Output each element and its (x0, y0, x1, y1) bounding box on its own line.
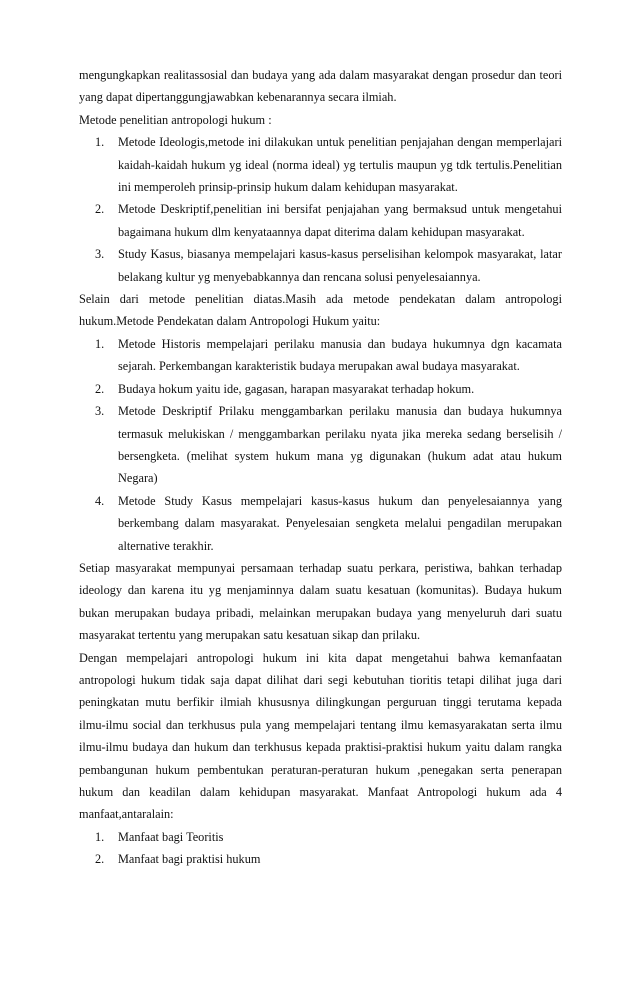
list-item-text: Metode Ideologis,metode ini dilakukan untuk penelitian penjajahan dengan memperlajari kaidah-kaidah hukum yg ideal (norma ideal) yg tertulis maupun yg tdk tertulis.Penelitian ini memperoleh prinsip-prinsip hukum dalam kehidupan masyarakat. (118, 135, 562, 195)
list-item (79, 333, 562, 378)
list-item-text: Manfaat bagi praktisi hukum (118, 852, 261, 867)
list-item (79, 848, 562, 870)
list-item (79, 378, 562, 400)
list-item-text: Metode Study Kasus mempelajari kasus-kasus hukum dan penyelesaiannya yang berkembang dalam masyarakat. Penyelesaian sengketa melalui pengadilan merupakan alternative terakhir. (118, 493, 562, 553)
paragraph: Metode penelitian antropologi hukum : (79, 112, 272, 127)
list-item (79, 243, 562, 288)
list-item (79, 400, 562, 490)
paragraph: Selain dari metode penelitian diatas.Masih ada metode pendekatan dalam antropologi hukum.Metode Pendekatan dalam Antropologi Hukum yaitu: (79, 292, 562, 329)
list-item-number: 4. (95, 493, 105, 508)
list-item-text: Budaya hokum yaitu ide, gagasan, harapan masyarakat terhadap hokum. (118, 381, 475, 396)
list-item-number: 1. (95, 829, 105, 844)
paragraph: Setiap masyarakat mempunyai persamaan terhadap suatu perkara, peristiwa, bahkan terhadap ideology dan karena itu yg menjaminnya dalam suatu kesatuan (komunitas). Budaya hukum bukan merupakan budaya pribadi, melainkan merupakan budaya yang menyeluruh dari suatu masyarakat tertentu yang merupakan satu kesatuan sikap dan prilaku. (79, 560, 562, 643)
list-item-text: Metode Historis mempelajari perilaku manusia dan budaya hukumnya dgn kacamata sejarah. Perkembangan karakteristik budaya merupakan awal budaya masyarakat. (118, 336, 562, 374)
numbered-list (79, 131, 562, 288)
list-item-number: 1. (95, 336, 105, 351)
list-item (79, 131, 562, 198)
list-item-number: 2. (95, 381, 105, 396)
list-item-number: 3. (95, 247, 105, 262)
list-item-number: 2. (95, 202, 105, 217)
list-item-number: 3. (95, 404, 105, 419)
list-item (79, 826, 562, 848)
list-item-number: 1. (95, 135, 105, 150)
numbered-list (79, 333, 562, 557)
list-item-text: Study Kasus, biasanya mempelajari kasus-kasus perselisihan kelompok masyarakat, latar belakang kultur yg menyebabkannya dan rencana solusi penyelesaiannya. (118, 247, 562, 284)
list-item (79, 490, 562, 557)
list-item-number: 2. (95, 852, 105, 867)
document-page (79, 64, 562, 871)
list-item (79, 198, 562, 243)
list-item-text: Metode Deskriptif Prilaku menggambarkan perilaku manusia dan budaya hukumnya termasuk melukiskan / menggambarkan perilaku nyata jika mereka sedang berselisih / bersengketa. (melihat system hukum mana yg digunakan (hukum adat atau hukum Negara) (118, 404, 562, 486)
paragraph: Dengan mempelajari antropologi hukum ini kita dapat mengetahui bahwa kemanfaatan antropologi hukum tidak saja dapat dilihat dari segi kebutuhan tioritis tetapi dilihat juga dari peningkatan mutu berfikir ilmiah khususnya dilingkungan perguruan tinggi terutama kepada ilmu-ilmu social dan terkhusus pula yang mempelajari tentang ilmu kemasyarakatan serta ilmu ilmu-ilmu budaya dan hukum dan terkhusus kepada praktisi-praktisi hukum yaitu dalam rangka pembangunan hukum pembentukan peraturan-peraturan hukum ,penegakan serta penerapan hukum dan keadilan dalam kehidupan masyarakat. Manfaat Antropologi hukum ada 4 manfaat,antaralain: (79, 650, 562, 822)
numbered-list (79, 826, 562, 871)
list-item-text: Metode Deskriptif,penelitian ini bersifat penjajahan yang bermaksud untuk mengetahui bagaimana hukum dlm kenyataannya dapat diterima dalam kehidupan masyarakat. (118, 202, 562, 239)
list-item-text: Manfaat bagi Teoritis (118, 829, 224, 844)
paragraph: mengungkapkan realitassosial dan budaya yang ada dalam masyarakat dengan prosedur dan teori yang dapat dipertanggungjawabkan kebenarannya secara ilmiah. (79, 68, 562, 105)
